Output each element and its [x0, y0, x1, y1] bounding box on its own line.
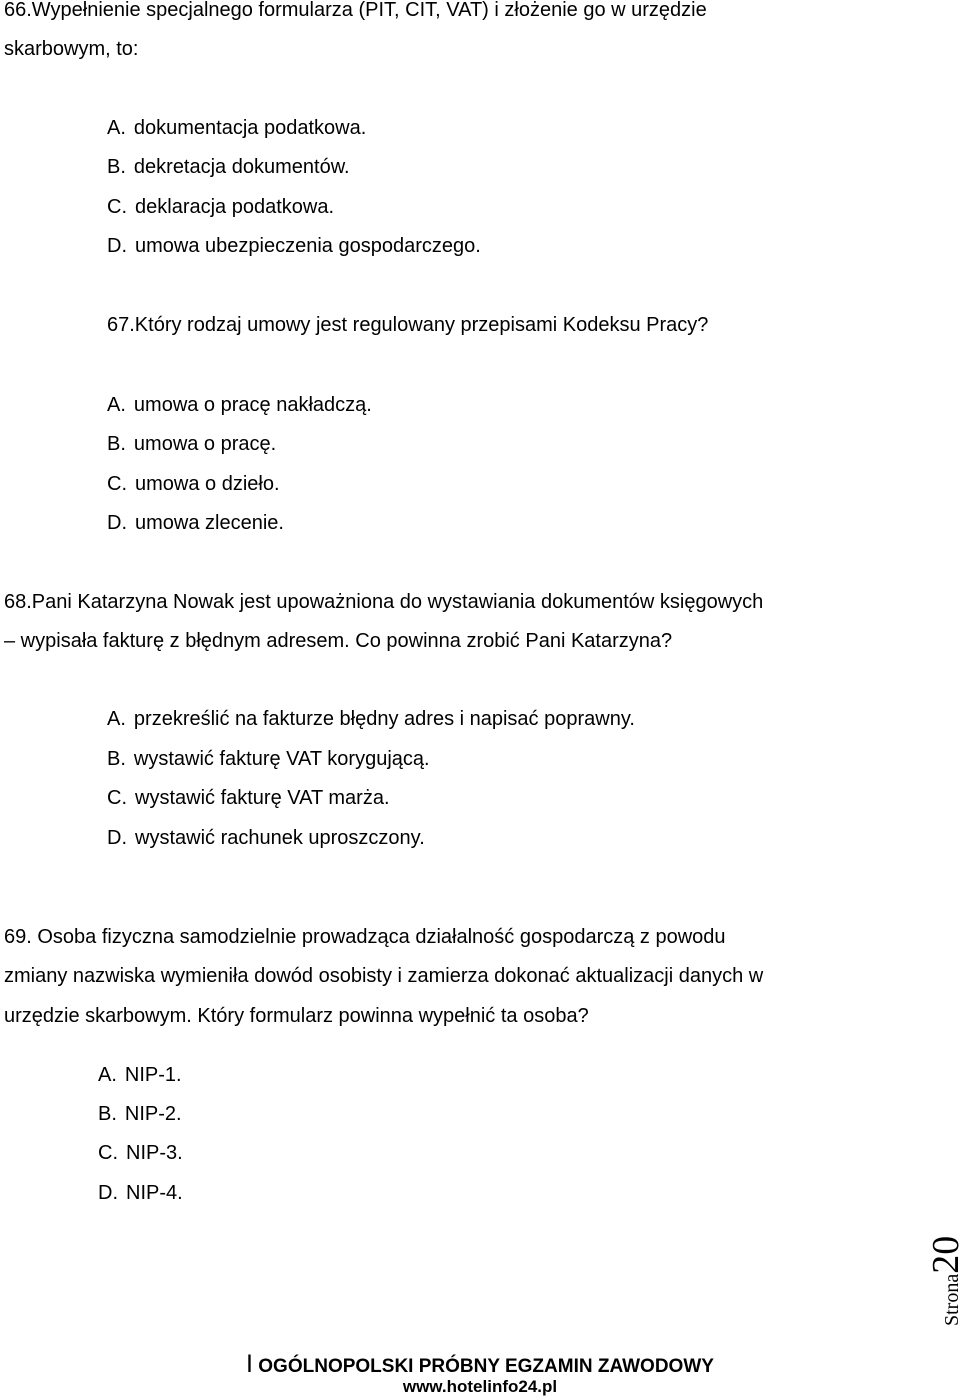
- option-letter: D.: [107, 827, 127, 849]
- question-69-line-3: urzędzie skarbowym. Który formularz powinna wypełnić ta osoba?: [4, 1005, 589, 1027]
- option-text: umowa ubezpieczenia gospodarczego.: [135, 235, 481, 257]
- option-69-a: [98, 1063, 182, 1087]
- option-text: dokumentacja podatkowa.: [133, 117, 367, 139]
- option-letter: A.: [107, 117, 126, 139]
- option-text: umowa o dzieło.: [135, 473, 280, 495]
- question-66-line-2: skarbowym, to:: [4, 38, 139, 60]
- option-67-c: [107, 472, 280, 496]
- option-letter: B.: [98, 1103, 117, 1125]
- option-68-b: [107, 747, 430, 771]
- option-text: NIP-4.: [126, 1182, 183, 1204]
- option-letter: A.: [107, 394, 126, 416]
- option-66-d: [107, 234, 481, 258]
- option-letter: D.: [107, 235, 127, 257]
- question-69-line-2: zmiany nazwiska wymieniła dowód osobisty i zamierza dokonać aktualizacji danych w: [4, 965, 764, 987]
- question-68-line-2: – wypisała fakturę z błędnym adresem. Co powinna zrobić Pani Katarzyna?: [4, 630, 673, 652]
- option-text: wystawić fakturę VAT marża.: [135, 787, 390, 809]
- option-letter: C.: [107, 196, 127, 218]
- option-text: NIP-3.: [126, 1142, 183, 1164]
- option-69-b: [98, 1102, 182, 1126]
- option-69-d: [98, 1181, 183, 1205]
- option-69-c: [98, 1141, 183, 1165]
- option-letter: C.: [98, 1142, 118, 1164]
- option-67-b: [107, 432, 276, 456]
- option-67-d: [107, 511, 284, 535]
- page-number: [924, 1236, 968, 1326]
- option-66-b: [107, 155, 350, 179]
- option-letter: C.: [107, 473, 127, 495]
- question-66-line-1: 66.Wypełnienie specjalnego formularza (PIT, CIT, VAT) i złożenie go w urzędzie: [4, 0, 707, 21]
- option-68-d: [107, 826, 425, 850]
- page-label: Strona: [941, 1273, 963, 1326]
- option-letter: D.: [107, 512, 127, 534]
- footer-prefix: I: [246, 1350, 253, 1378]
- option-68-c: [107, 786, 390, 810]
- question-67-line-1: 67.Który rodzaj umowy jest regulowany przepisami Kodeksu Pracy?: [107, 314, 709, 336]
- option-text: NIP-1.: [124, 1064, 182, 1086]
- option-letter: C.: [107, 787, 127, 809]
- question-69-line-1: 69. Osoba fizyczna samodzielnie prowadząca działalność gospodarczą z powodu: [4, 926, 726, 948]
- option-text: przekreślić na fakturze błędny adres i napisać poprawny.: [133, 708, 635, 730]
- footer-url: www.hotelinfo24.pl: [402, 1377, 558, 1396]
- option-text: dekretacja dokumentów.: [133, 156, 350, 178]
- option-text: wystawić rachunek uproszczony.: [135, 827, 425, 849]
- option-letter: B.: [107, 156, 126, 178]
- footer-title: [0, 1352, 960, 1379]
- option-letter: B.: [107, 433, 126, 455]
- option-text: deklaracja podatkowa.: [135, 196, 335, 218]
- question-68-line-1: 68.Pani Katarzyna Nowak jest upoważniona do wystawiania dokumentów księgowych: [4, 591, 764, 613]
- option-text: wystawić fakturę VAT korygującą.: [133, 748, 430, 770]
- option-letter: A.: [98, 1064, 117, 1086]
- option-67-a: [107, 393, 372, 417]
- option-letter: B.: [107, 748, 126, 770]
- option-66-a: [107, 116, 366, 140]
- option-text: umowa o pracę.: [133, 433, 277, 455]
- option-letter: A.: [107, 708, 126, 730]
- option-text: umowa zlecenie.: [135, 512, 284, 534]
- footer-title-text: OGÓLNOPOLSKI PRÓBNY EGZAMIN ZAWODOWY: [258, 1356, 714, 1377]
- option-text: umowa o pracę nakładczą.: [133, 394, 372, 416]
- page-number-value: 20: [925, 1235, 967, 1274]
- option-letter: D.: [98, 1182, 118, 1204]
- option-66-c: [107, 195, 334, 219]
- option-text: NIP-2.: [124, 1103, 182, 1125]
- option-68-a: [107, 707, 635, 731]
